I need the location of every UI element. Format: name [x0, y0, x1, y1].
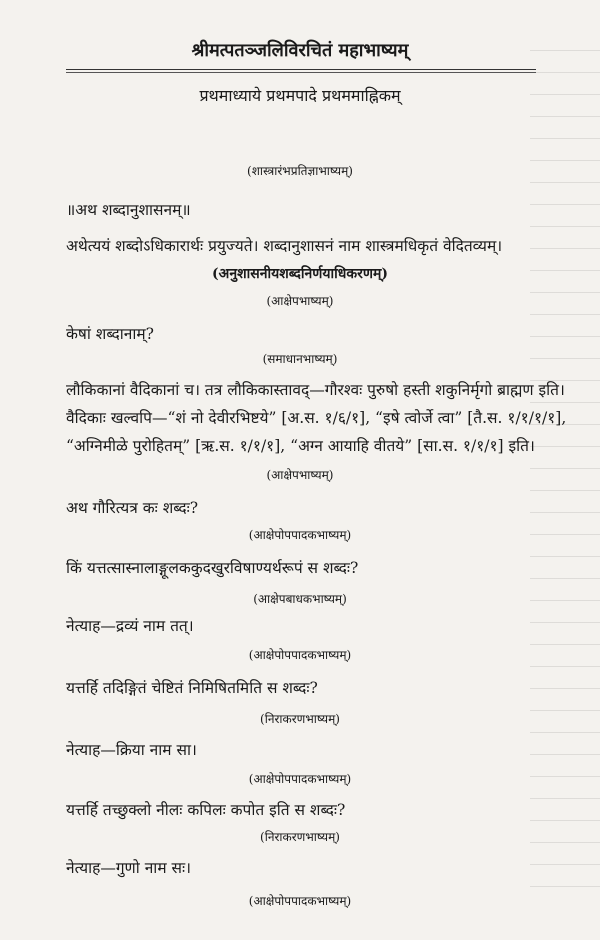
section-heading: (निराकरणभाष्यम्)	[260, 712, 340, 726]
section-heading: (आक्षेपभाष्यम्)	[266, 294, 334, 308]
section-heading: (आक्षेपोपपादकभाष्यम्)	[248, 894, 352, 908]
text-line: केषां शब्दानाम्?	[66, 325, 154, 343]
chapter-subtitle: प्रथमाध्याये प्रथमपादे प्रथममाह्निकम्	[199, 86, 401, 105]
text-line: नेत्याह—गुणो नाम सः।	[66, 859, 192, 877]
text-line: यत्तर्हि तदिङ्गितं चेष्टितं निमिषितमिति स शब्दः?	[66, 679, 318, 697]
text-line: लौकिकानां वैदिकानां च। तत्र लौकिकास्तावद्—गौरश्वः पुरुषो हस्ती शकुनिर्मृगो ब्राह्मण इति।	[66, 381, 565, 399]
text-line: नेत्याह—द्रव्यं नाम तत्।	[66, 617, 194, 635]
text-line: “अग्निमीळे पुरोहितम्” [ऋ.स. १/१/१], “अग्न आयाहि वीतये” [सा.स. १/१/१] इति।	[66, 437, 535, 455]
text-line: नेत्याह—क्रिया नाम सा।	[66, 741, 197, 759]
section-heading: (आक्षेपोपपादकभाष्यम्)	[248, 648, 352, 662]
text-line: वैदिकाः खल्वपि—“शं नो देवीरभिष्टये” [अ.स. १/६/१], “इषे त्वोर्जे त्वा” [तै.स. १/१/१/१],	[66, 409, 567, 427]
title-rule-thin	[66, 72, 536, 73]
sutra-line: ॥अथ शब्दानुशासनम्॥	[66, 201, 191, 219]
section-heading: (शास्त्रारंभप्रतिज्ञाभाष्यम्)	[247, 164, 353, 178]
section-heading: (आक्षेपोपपादकभाष्यम्)	[248, 528, 352, 542]
text-line: अथेत्ययं शब्दोऽधिकारार्थः प्रयुज्यते। शब्दानुशासनं नाम शास्त्रमधिकृतं वेदितव्यम्।	[66, 237, 503, 255]
section-heading: (आक्षेपोपपादकभाष्यम्)	[248, 772, 352, 786]
section-heading: (निराकरणभाष्यम्)	[260, 830, 340, 844]
section-heading: (आक्षेपभाष्यम्)	[266, 468, 334, 482]
text-line: अथ गौरित्यत्र कः शब्दः?	[66, 499, 199, 517]
section-heading-bold: (अनुशासनीयशब्दनिर्णयाधिकरणम्)	[212, 266, 388, 282]
text-line: यत्तर्हि तच्छुक्लो नीलः कपिलः कपोत इति स शब्दः?	[66, 801, 346, 819]
page-title: श्रीमत्पतञ्जलिविरचितं महाभाष्यम्	[191, 40, 409, 61]
section-heading: (समाधानभाष्यम्)	[262, 352, 338, 366]
title-rule	[66, 69, 536, 70]
text-line: किं यत्तत्सास्नालाङ्गूलककुदखुरविषाण्यर्थरूपं स शब्दः?	[66, 559, 359, 577]
section-heading: (आक्षेपबाधकभाष्यम्)	[253, 592, 347, 606]
